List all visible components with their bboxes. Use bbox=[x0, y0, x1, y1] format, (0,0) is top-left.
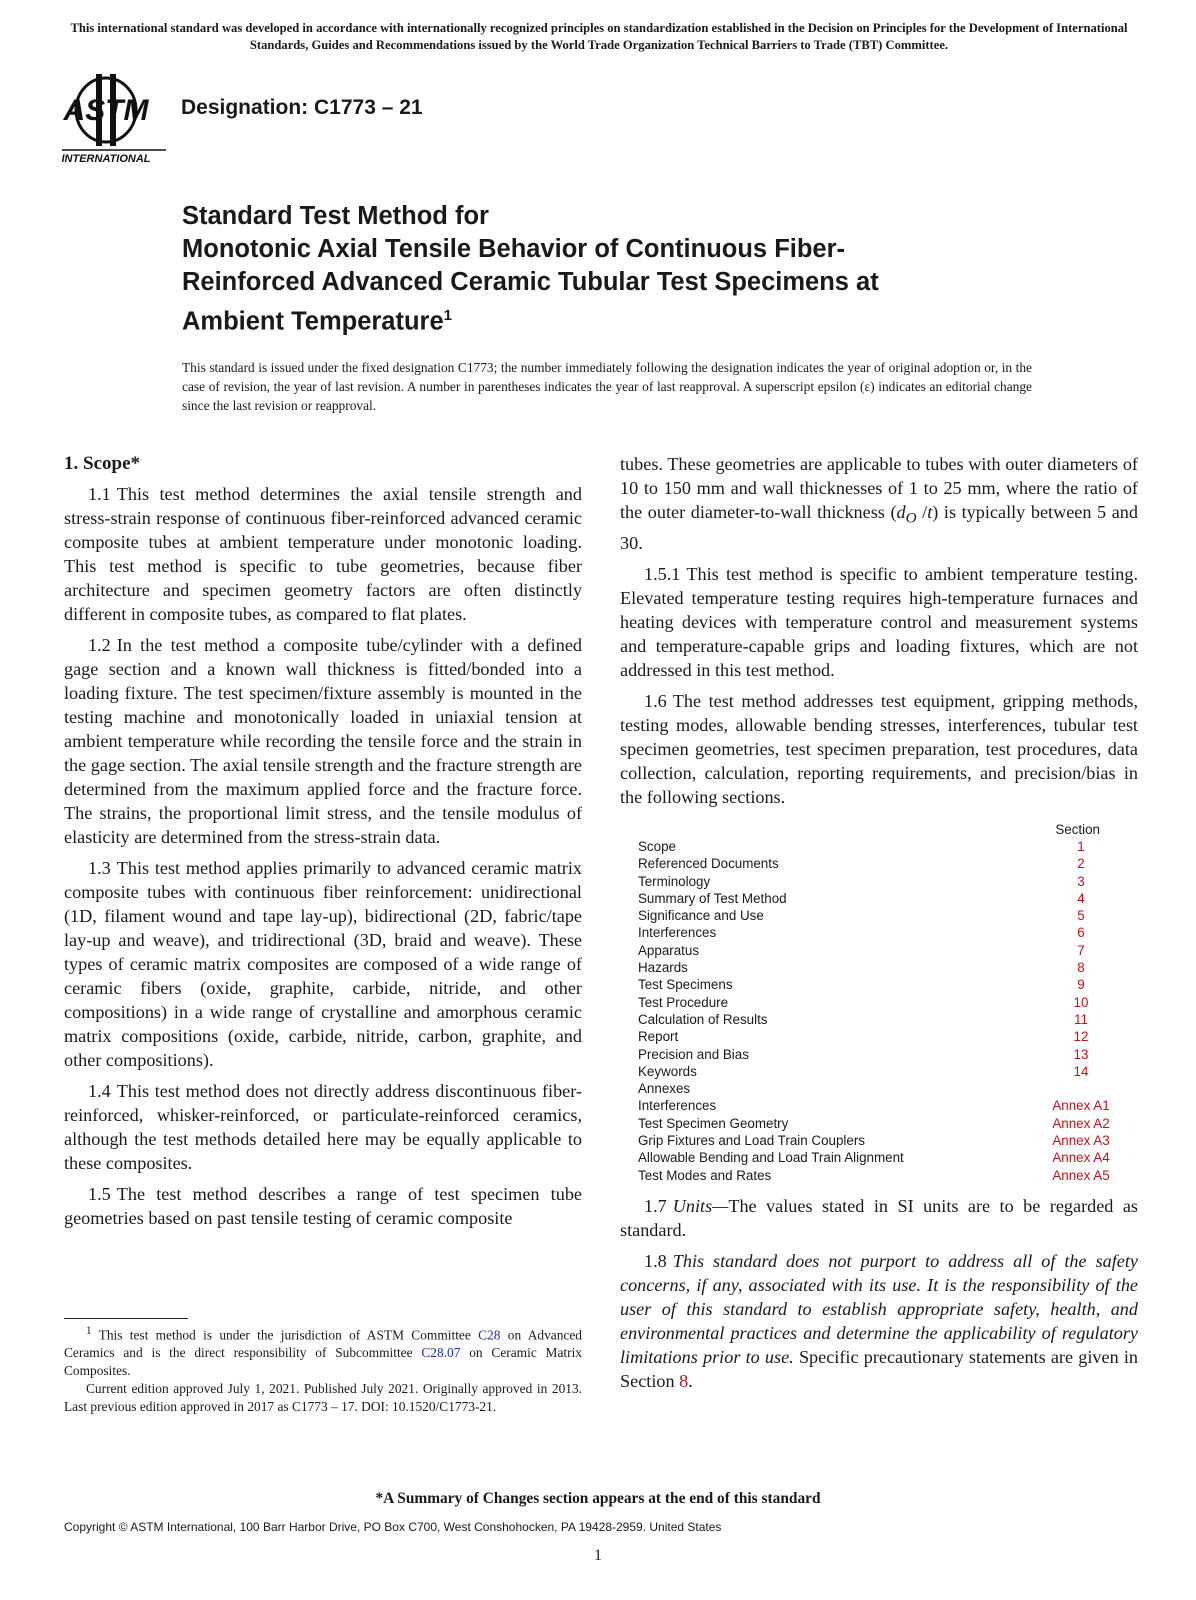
para-text: This test method determines the axial tensile strength and stress-strain response of continuous fiber-reinforced advanced ceramic composite tubes at ambient temperature under monotonic loading. This test method is specific to tube geometries, because fiber architecture and specimen geometry factors are often distinctly different in composite tubes, as compared to flat plates. bbox=[64, 484, 582, 624]
toc-row bbox=[638, 924, 1116, 941]
toc-section-link[interactable]: 8 bbox=[1077, 960, 1085, 976]
toc-section-link[interactable]: Annex A3 bbox=[1052, 1132, 1110, 1148]
para-text: In the test method a composite tube/cylinder with a defined gage section and a known wall thickness is fitted/bonded into a loading fixture. The test specimen/fixture assembly is mounted in the testing machine and monotonically loaded in uniaxial tension at ambient temperature while recording the tensile force and the strain in the gage section. The axial tensile strength and the fracture strength are determined from the maximum applied force and the fracture force. The strains, the proportional limit stress, and the tensile modulus of elasticity are determined from the stress-strain data. bbox=[64, 635, 582, 847]
toc-row bbox=[638, 907, 1116, 924]
page-number: 1 bbox=[594, 1547, 602, 1564]
toc-row bbox=[638, 855, 1116, 872]
para-text: This test method is specific to ambient temperature testing. Elevated temperature testing requires high-temperature furnaces and heating devices with temperature control and measurement systems and temperature-capable grips and loading fixtures, which are not addressed in this test method. bbox=[620, 563, 1138, 680]
logo-text: ASTM bbox=[63, 94, 149, 127]
toc-row bbox=[638, 838, 1116, 855]
para-number: 1.5.1 bbox=[644, 563, 681, 584]
toc-row bbox=[638, 890, 1116, 907]
para-end: . bbox=[688, 1370, 693, 1391]
title-line-4: Ambient Temperature bbox=[182, 307, 444, 336]
paragraph-1-3 bbox=[64, 856, 582, 1072]
paragraph-1-5-1 bbox=[620, 562, 1138, 682]
astm-logo bbox=[62, 70, 172, 170]
toc-label: Grip Fixtures and Load Train Couplers bbox=[638, 1132, 866, 1148]
toc-section-link[interactable]: 4 bbox=[1077, 890, 1085, 906]
para-text: The test method describes a range of test specimen tube geometries based on past tensile testing of ceramic composite bbox=[64, 1184, 582, 1228]
footnote-text: on Ceramic Matrix Composites. bbox=[64, 1345, 582, 1379]
toc-row bbox=[638, 1167, 1116, 1184]
toc-row bbox=[638, 1149, 1116, 1166]
toc-section-link bbox=[1046, 1080, 1116, 1097]
para-text: The test method addresses test equipment, gripping methods, testing modes, allowable bending stresses, interferences, tubular test specimen geometries, test specimen preparation, test procedures, data collection, calculation, reporting requirements, and precision/bias in the following sections. bbox=[620, 690, 1138, 807]
document-title bbox=[182, 200, 1062, 339]
toc-label: Test Specimen Geometry bbox=[638, 1115, 789, 1131]
toc-section-link[interactable]: Annex A1 bbox=[1052, 1098, 1110, 1114]
toc-label: Summary of Test Method bbox=[638, 890, 787, 906]
summary-of-changes-note: *A Summary of Changes section appears at the end of this standard bbox=[375, 1490, 821, 1507]
para-italic: Units— bbox=[672, 1195, 729, 1216]
para-number: 1.1 bbox=[88, 484, 111, 504]
paragraph-1-4 bbox=[64, 1079, 582, 1175]
toc-label: Test Modes and Rates bbox=[638, 1167, 772, 1183]
footnote-1 bbox=[64, 1322, 582, 1380]
footnotes bbox=[64, 1322, 582, 1416]
section-8-link[interactable]: 8 bbox=[679, 1370, 689, 1391]
toc-row bbox=[638, 1028, 1116, 1045]
toc-row bbox=[638, 1063, 1116, 1080]
toc-row bbox=[638, 1046, 1116, 1063]
para-text: ) is typically between 5 and 30. bbox=[620, 502, 1138, 553]
toc-section-link[interactable]: 1 bbox=[1077, 838, 1085, 854]
issuance-statement: This standard is issued under the fixed designation C1773; the number immediately following the designation indicates the year of original adoption or, in the case of revision, the year of last revision. A number in parentheses indicates the year of last reapproval. A superscript epsilon (ε) indicates an editorial change since the last revision or reapproval. bbox=[182, 360, 1032, 413]
toc-row bbox=[638, 1080, 1116, 1097]
toc-label: Significance and Use bbox=[638, 908, 764, 924]
toc-section-link[interactable]: 12 bbox=[1073, 1029, 1089, 1045]
toc-label: Hazards bbox=[638, 960, 688, 976]
toc-label: Allowable Bending and Load Train Alignment bbox=[638, 1150, 904, 1166]
para-text: tubes. These geometries are applicable to tubes with outer diameters of 10 to 150 mm and wall thicknesses of 1 to 25 mm, where the ratio of the outer diameter-to-wall thickness ( bbox=[620, 454, 1138, 522]
title-line-3: Reinforced Advanced Ceramic Tubular Test Specimens at bbox=[182, 268, 879, 296]
footnote-divider bbox=[64, 1318, 188, 1319]
toc-label: Precision and Bias bbox=[638, 1046, 749, 1062]
toc-row bbox=[638, 1132, 1116, 1149]
toc-label: Interferences bbox=[638, 925, 717, 941]
left-column bbox=[64, 452, 582, 1237]
para-text: The values stated in SI units are to be regarded as standard. bbox=[620, 1195, 1138, 1240]
footnote-text: on Advanced Ceramics and is the direct responsibility of Subcommittee bbox=[64, 1327, 582, 1361]
toc-row bbox=[638, 1115, 1116, 1132]
para-text: Specific precautionary statements are given in Section bbox=[620, 1346, 1138, 1391]
para-number: 1.6 bbox=[644, 690, 667, 711]
subcommittee-link[interactable]: C28.07 bbox=[421, 1345, 461, 1361]
toc-section-link[interactable]: 10 bbox=[1073, 994, 1089, 1010]
toc-header: Section bbox=[1055, 821, 1100, 837]
toc-row bbox=[638, 1097, 1116, 1114]
toc-row bbox=[638, 959, 1116, 976]
para-number: 1.2 bbox=[88, 635, 111, 655]
para-number: 1.8 bbox=[644, 1250, 667, 1271]
toc-section-link[interactable]: 5 bbox=[1077, 908, 1085, 924]
toc-row bbox=[638, 873, 1116, 890]
toc-label: Report bbox=[638, 1029, 679, 1045]
paragraph-1-7 bbox=[620, 1194, 1138, 1242]
copyright-line: Copyright © ASTM International, 100 Barr Harbor Drive, PO Box C700, West Conshohocken, PA 19428-2959. United States bbox=[64, 1520, 722, 1534]
paragraph-1-1 bbox=[64, 482, 582, 626]
toc-section-link[interactable]: 9 bbox=[1077, 977, 1085, 993]
paragraph-1-6 bbox=[620, 689, 1138, 809]
toc-section-link[interactable]: Annex A4 bbox=[1052, 1150, 1110, 1166]
toc-label: Annexes bbox=[638, 1081, 691, 1097]
wto-notice: This international standard was developed in accordance with internationally recognized principles on standardization established in the Decision on Principles for the Development of International Standards, Guides and Recommendations issued by the World Trade Organization Technical Barriers to Trade (TBT) Committee. bbox=[70, 21, 1128, 52]
toc-rows bbox=[638, 838, 1116, 1184]
toc-section-link[interactable]: 13 bbox=[1073, 1046, 1089, 1062]
toc-row bbox=[638, 976, 1116, 993]
toc-row bbox=[638, 1011, 1116, 1028]
para-text: This test method applies primarily to advanced ceramic matrix composite tubes with continuous fiber reinforcement: unidirectional (1D, filament wound and tape lay-up), bidirectional (2D, fabric/tape lay-up and weave), and tridirectional (3D, braid and weave). These types of ceramic matrix composites are composed of a wide range of ceramic fibers (oxide, graphite, carbide, nitride, and other compositions) in a wide range of crystalline and amorphous ceramic matrix compositions (oxide, carbide, nitride, carbon, graphite, and other compositions). bbox=[64, 858, 582, 1070]
toc-label: Interferences bbox=[638, 1098, 717, 1114]
para-text: This test method does not directly address discontinuous fiber-reinforced, whisker-reinforced, or particulate-reinforced ceramics, although the test methods detailed here may be equally applicable to these composites. bbox=[64, 1081, 582, 1173]
paragraph-1-5 bbox=[64, 1182, 582, 1230]
footnote-text: This test method is under the jurisdiction of ASTM Committee bbox=[98, 1327, 471, 1343]
right-column bbox=[620, 452, 1138, 1400]
toc-label: Test Procedure bbox=[638, 994, 729, 1010]
astm-logo-icon bbox=[62, 70, 172, 170]
toc-section-link[interactable]: Annex A5 bbox=[1052, 1167, 1110, 1183]
toc-label: Terminology bbox=[638, 873, 711, 889]
title-line-1: Standard Test Method for bbox=[182, 202, 489, 230]
paragraph-1-8 bbox=[620, 1249, 1138, 1393]
toc-label: Scope bbox=[638, 838, 676, 854]
toc-label: Calculation of Results bbox=[638, 1011, 768, 1027]
footnote-mark: 1 bbox=[86, 1325, 92, 1337]
toc-section-link[interactable]: Annex A2 bbox=[1052, 1115, 1110, 1131]
var-t: t bbox=[927, 502, 933, 522]
var-d: d bbox=[896, 502, 906, 522]
section-table bbox=[638, 821, 1116, 1184]
toc-label: Apparatus bbox=[638, 942, 700, 958]
toc-section-link[interactable]: 7 bbox=[1077, 942, 1085, 958]
title-footnote-mark: 1 bbox=[443, 307, 453, 324]
paragraph-1-2 bbox=[64, 633, 582, 849]
section-heading-scope: 1. Scope* bbox=[64, 453, 140, 474]
toc-label: Referenced Documents bbox=[638, 856, 779, 872]
var-sub-o: O bbox=[905, 509, 917, 527]
toc-section-link[interactable]: 11 bbox=[1074, 1011, 1088, 1027]
para-number: 1.3 bbox=[88, 858, 111, 878]
toc-section-link[interactable]: 6 bbox=[1077, 925, 1085, 941]
para-italic: This standard does not purport to address all of the safety concerns, if any, associated with its use. It is the responsibility of the user of this standard to establish appropriate safety, health, and environmental practices and determine the applicability of regulatory limitations prior to use. bbox=[620, 1250, 1138, 1367]
toc-section-link[interactable]: 3 bbox=[1077, 873, 1085, 889]
para-number: 1.5 bbox=[88, 1184, 111, 1204]
paragraph-1-5-continued: tubes. These geometries are applicable to tubes with outer diameters of 10 to 150 mm and wall thicknesses of 1 to 25 mm, where the ratio of the outer diameter-to-wall thickness ($d_O$ /t) is typically between 5 and 30. bbox=[620, 454, 1138, 553]
para-number: 1.7 bbox=[644, 1195, 667, 1216]
footnote-2: Current edition approved July 1, 2021. Published July 2021. Originally approved in 2013. Last previous edition approved in 2017 as C1773 – 17. DOI: 10.1520/C1773-21. bbox=[64, 1381, 582, 1415]
logo-subtext: INTERNATIONAL bbox=[62, 153, 151, 165]
designation: Designation: C1773 – 21 bbox=[181, 96, 423, 119]
toc-label: Keywords bbox=[638, 1063, 697, 1079]
toc-section-link[interactable]: 2 bbox=[1077, 856, 1085, 872]
toc-section-link[interactable]: 14 bbox=[1073, 1063, 1089, 1079]
para-number: 1.4 bbox=[88, 1081, 111, 1101]
toc-row bbox=[638, 994, 1116, 1011]
toc-row bbox=[638, 942, 1116, 959]
committee-link[interactable]: C28 bbox=[478, 1327, 501, 1343]
toc-label: Test Specimens bbox=[638, 977, 733, 993]
title-line-2: Monotonic Axial Tensile Behavior of Continuous Fiber- bbox=[182, 235, 846, 263]
